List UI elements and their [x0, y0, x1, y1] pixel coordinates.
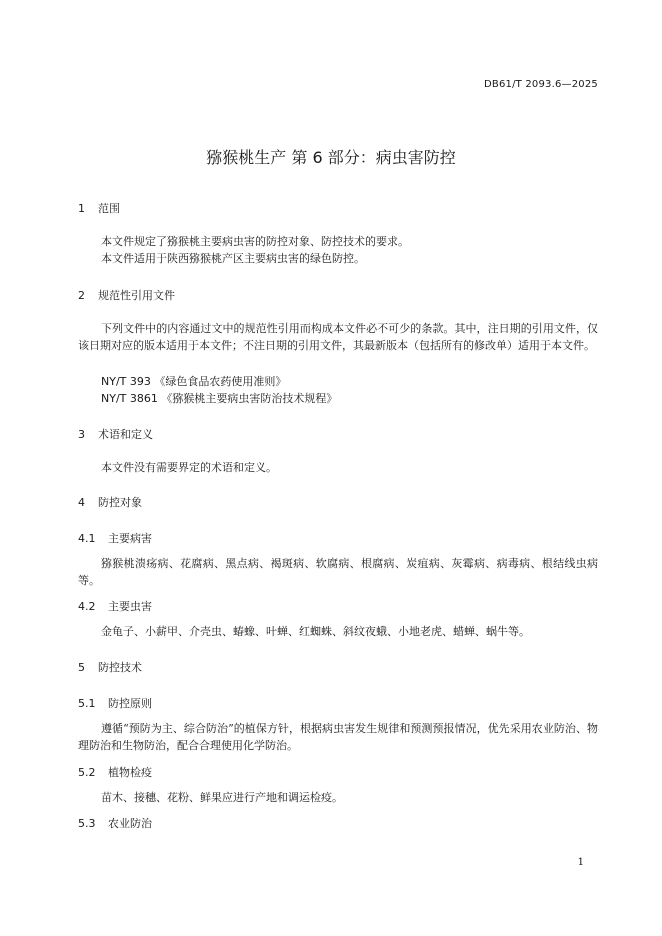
- section-5-3-heading: [78, 815, 152, 831]
- paragraph: 苗木、接穗、花粉、鲜果应进行产地和调运检疫。: [101, 791, 343, 804]
- section-4-2-heading: [78, 598, 152, 614]
- section-number: 1: [78, 202, 85, 215]
- section-title: 规范性引用文件: [98, 289, 175, 302]
- section-number: 2: [78, 289, 85, 302]
- section-number: 5.1: [78, 697, 96, 710]
- section-number: 5.3: [78, 817, 96, 830]
- section-1-heading: [78, 200, 120, 216]
- section-title: 防控原则: [108, 697, 152, 710]
- page-number: 1: [577, 857, 584, 868]
- section-title: 防控技术: [98, 661, 142, 674]
- section-title: 主要病害: [108, 532, 152, 545]
- document-title: 猕猴桃生产 第 6 部分：病虫害防控: [206, 148, 456, 167]
- reference-name: 《猕猴桃主要病虫害防治技术规程》: [161, 392, 338, 405]
- section-title: 农业防治: [108, 817, 152, 830]
- paragraph: 遵循“预防为主、综合防治”的植保方针，根据病虫害发生规律和预测预报情况，优先采用农业防治、物理防治和生物防治，配合合理使用化学防治。: [78, 722, 598, 752]
- section-3-heading: [78, 426, 153, 442]
- document-code: DB61/T 2093.6—2025: [484, 79, 598, 90]
- reference-item: [101, 390, 337, 406]
- section-number: 5.2: [78, 766, 96, 779]
- paragraph: 猕猴桃溃疡病、花腐病、黑点病、褐斑病、软腐病、根腐病、炭疽病、灰霉病、病毒病、根结线虫病等。: [78, 557, 598, 587]
- section-4-1-heading: [78, 530, 152, 546]
- section-title: 术语和定义: [98, 428, 153, 441]
- section-number: 3: [78, 428, 85, 441]
- section-title: 植物检疫: [108, 766, 152, 779]
- section-number: 4: [78, 496, 85, 509]
- reference-code: NY/T 393: [101, 375, 151, 388]
- section-title: 防控对象: [98, 496, 142, 509]
- section-title: 主要虫害: [108, 600, 152, 613]
- paragraph: 金龟子、小薪甲、介壳虫、蝽蟓、叶蝉、红蜘蛛、斜纹夜蛾、小地老虎、蜡蝉、蜗牛等。: [101, 625, 530, 638]
- section-2-heading: [78, 287, 175, 303]
- section-number: 4.2: [78, 600, 96, 613]
- paragraph: 本文件适用于陕西猕猴桃产区主要病虫害的绿色防控。: [101, 252, 365, 265]
- paragraph: 本文件没有需要界定的术语和定义。: [101, 461, 277, 474]
- section-5-2-heading: [78, 764, 152, 780]
- section-title: 范围: [98, 202, 120, 215]
- section-5-1-heading: [78, 695, 152, 711]
- reference-item: [101, 373, 286, 389]
- paragraph: 下列文件中的内容通过文中的规范性引用而构成本文件必不可少的条款。其中，注日期的引用文件，仅该日期对应的版本适用于本文件；不注日期的引用文件，其最新版本（包括所有的修改单）适用于本文件。: [78, 322, 598, 352]
- section-5-heading: [78, 659, 142, 675]
- section-4-heading: [78, 494, 142, 510]
- reference-code: NY/T 3861: [101, 392, 158, 405]
- section-number: 4.1: [78, 532, 96, 545]
- reference-name: 《绿色食品农药使用准则》: [154, 375, 287, 388]
- section-number: 5: [78, 661, 85, 674]
- paragraph: 本文件规定了猕猴桃主要病虫害的防控对象、防控技术的要求。: [101, 235, 409, 248]
